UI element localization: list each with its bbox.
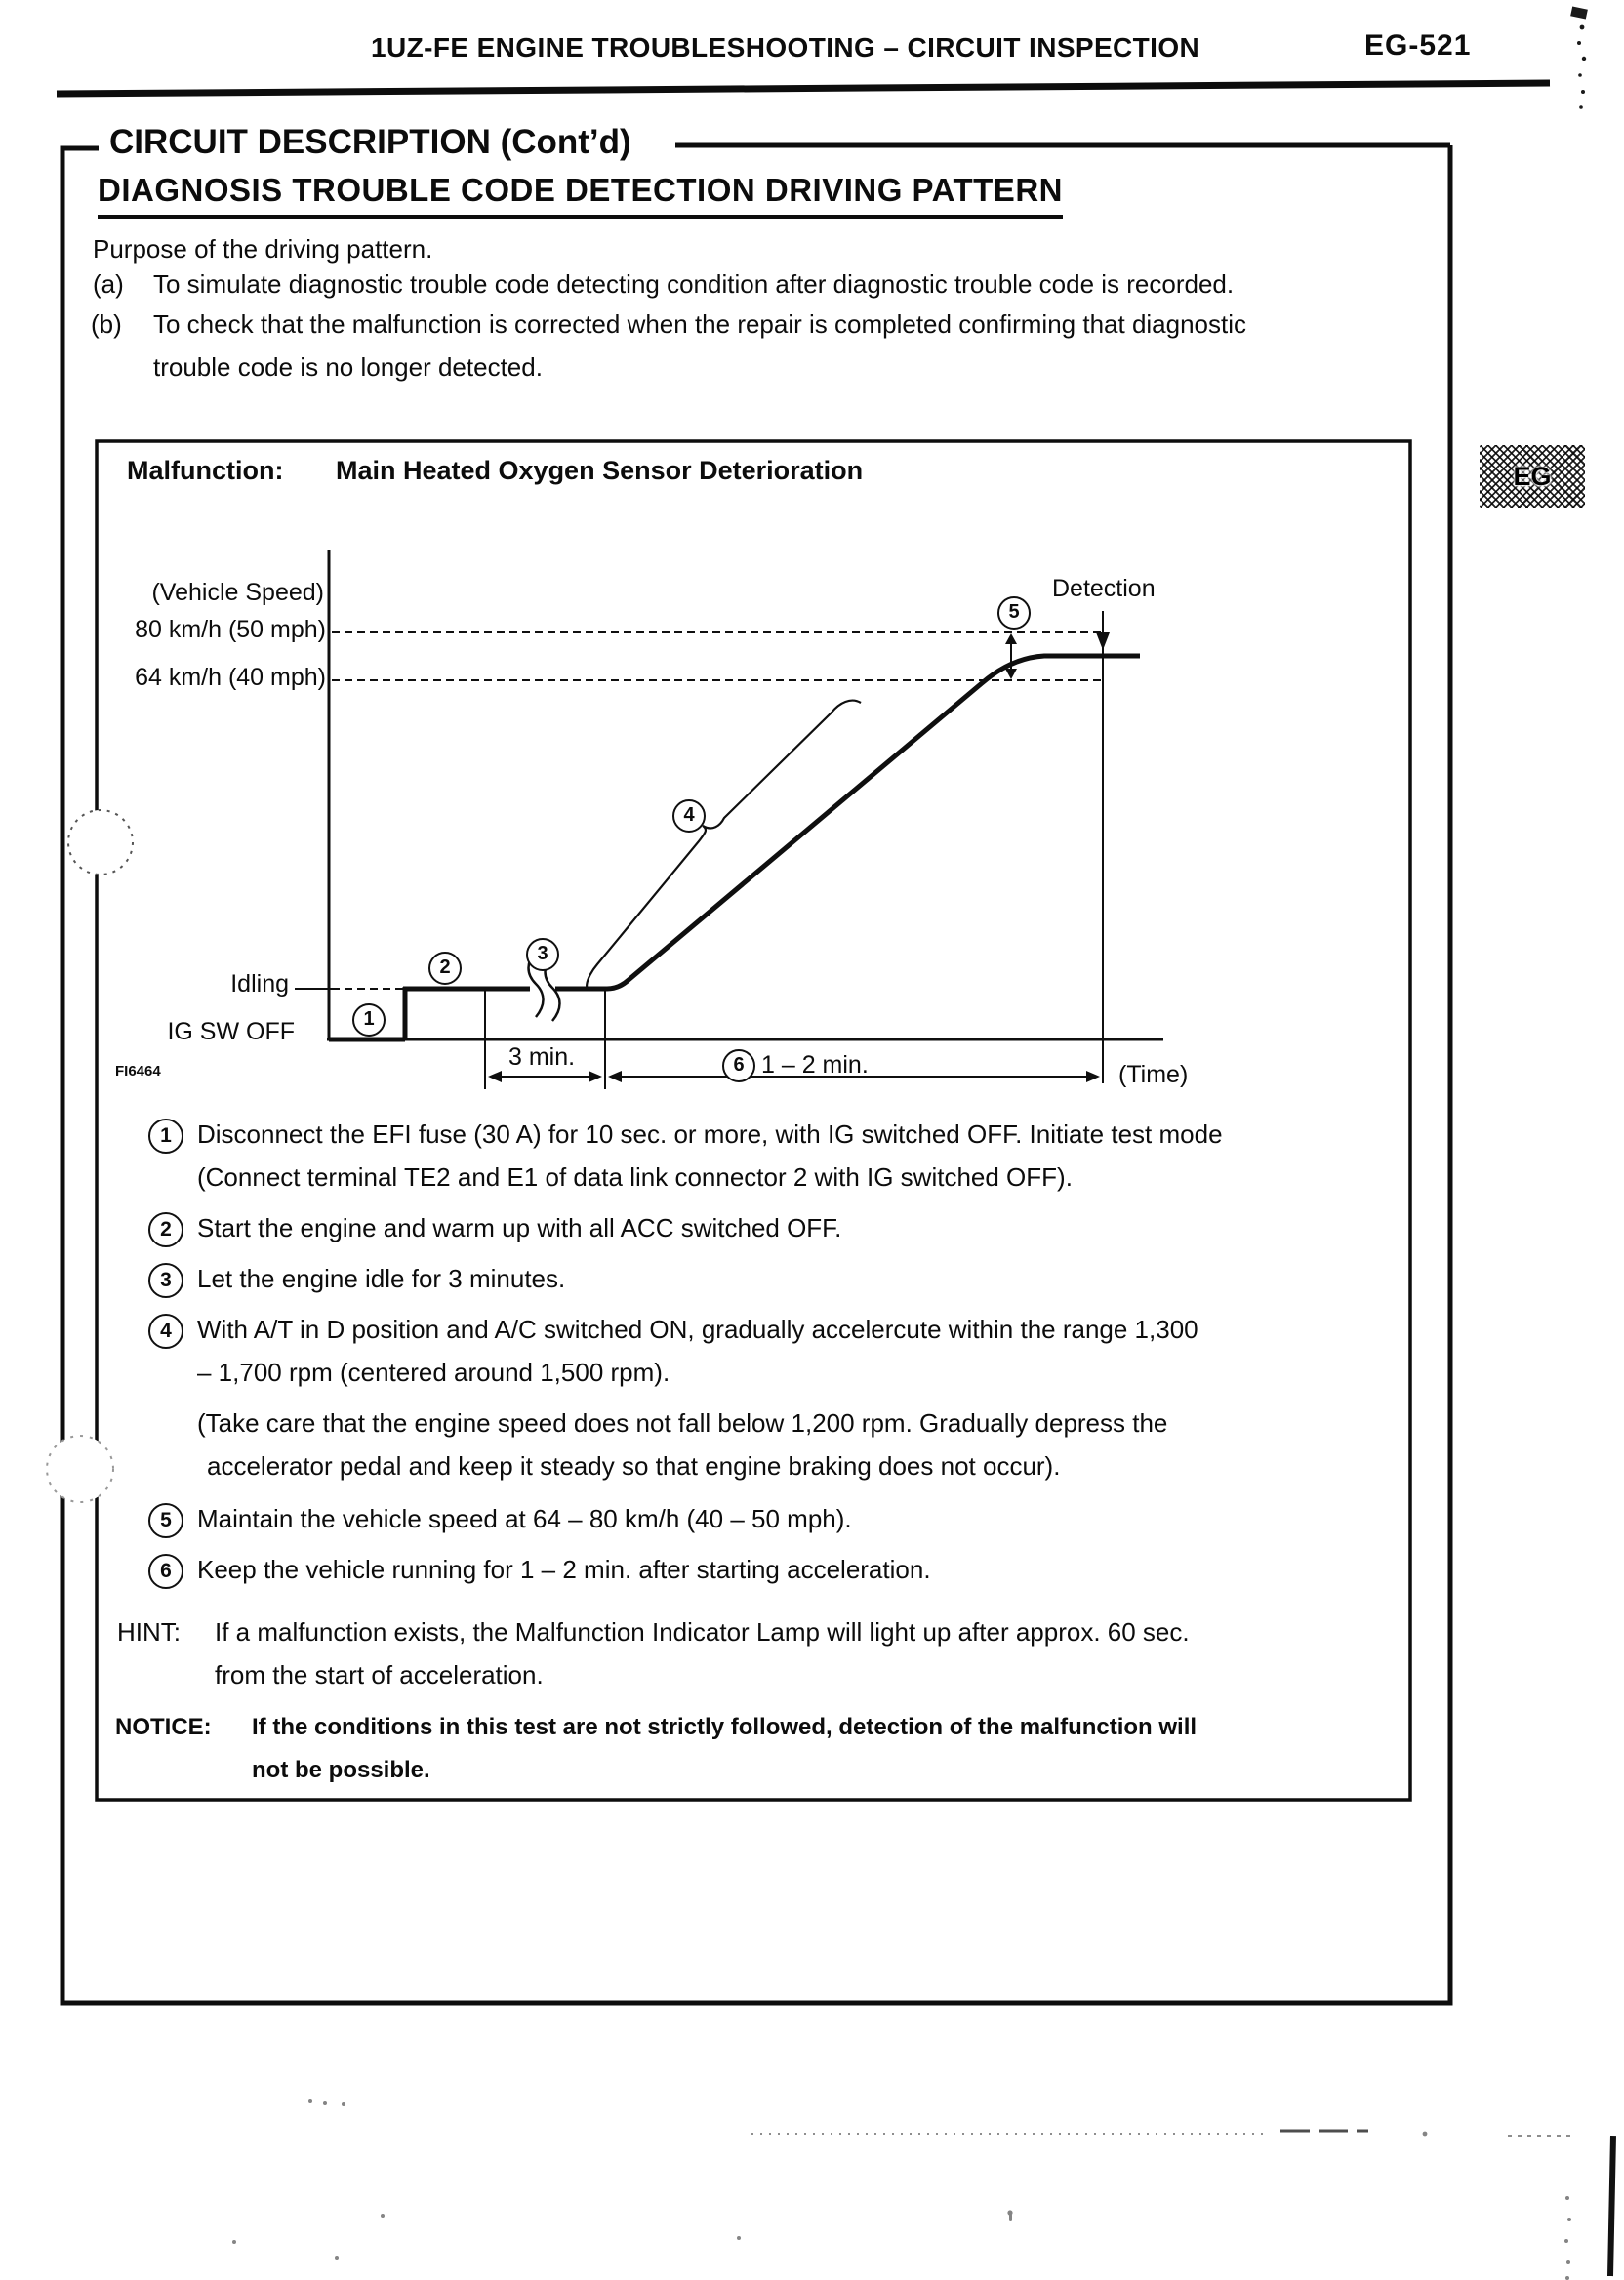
speed-band-arrow-up [1005, 633, 1017, 644]
malfunction-label: Malfunction: [127, 456, 284, 485]
hint-line2: from the start of acceleration. [215, 1660, 544, 1690]
malfunction-value: Main Heated Oxygen Sensor Deterioration [336, 456, 864, 485]
idle-duration-label: 3 min. [508, 1043, 576, 1071]
detection-arrow [1096, 632, 1110, 650]
purpose-a-text: To simulate diagnostic trouble code detecting condition after diagnostic trouble code is recorded. [153, 269, 1235, 299]
scan-noise-bottom [232, 2099, 1613, 2280]
trace-break-gap [530, 978, 555, 999]
step-3-number: 3 [148, 1263, 183, 1298]
section-tab-eg [1480, 445, 1585, 508]
step-4-line1: With A/T in D position and A/C switched ON, gradually accelercute within the range 1,300 [197, 1315, 1198, 1344]
step-6-line1: Keep the vehicle running for 1 – 2 min. after starting acceleration. [197, 1555, 931, 1584]
dim-3min-arrow-right [589, 1071, 602, 1082]
idling-label: Idling [230, 970, 289, 998]
graph-callout-1: 1 [352, 1003, 386, 1037]
purpose-b-label: (b) [91, 309, 122, 339]
notice-label: NOTICE: [115, 1714, 212, 1740]
speed-upper-label: 80 km/h (50 mph) [135, 616, 326, 643]
graph-callout-4: 4 [672, 799, 706, 833]
step-5-line1: Maintain the vehicle speed at 64 – 80 km/h (40 – 50 mph). [197, 1504, 852, 1533]
step-6-number: 6 [148, 1554, 183, 1589]
run-duration-label: 1 – 2 min. [761, 1051, 869, 1079]
page-heading: DIAGNOSIS TROUBLE CODE DETECTION DRIVING PATTERN [98, 172, 1063, 219]
hint-line1: If a malfunction exists, the Malfunction Indicator Lamp will light up after approx. 60 sec. [215, 1617, 1190, 1647]
notice-line2: not be possible. [252, 1757, 430, 1783]
step-4-note-line2: accelerator pedal and keep it steady so that engine braking does not occur). [207, 1451, 1061, 1481]
graph-callout-3: 3 [526, 938, 559, 971]
section-tab-label: EG [1513, 461, 1552, 491]
step-4-number: 4 [148, 1314, 183, 1349]
step-1-line2: (Connect terminal TE2 and E1 of data link connector 2 with IG switched OFF). [197, 1162, 1073, 1192]
section-title: CIRCUIT DESCRIPTION (Cont’d) [109, 123, 631, 161]
purpose-b-line1: To check that the malfunction is corrected when the repair is completed confirming that diagnostic [153, 309, 1247, 339]
step-2-line1: Start the engine and warm up with all ACC switched OFF. [197, 1213, 842, 1242]
step-4-line2: – 1,700 rpm (centered around 1,500 rpm). [197, 1358, 670, 1387]
step-3-line1: Let the engine idle for 3 minutes. [197, 1264, 566, 1293]
notice-line1: If the conditions in this test are not strictly followed, detection of the malfunction will [252, 1714, 1198, 1740]
punch-hole-artifact-1 [68, 810, 133, 875]
step-2-number: 2 [148, 1212, 183, 1247]
punch-hole-artifact-2 [47, 1436, 113, 1502]
step-1-number: 1 [148, 1119, 183, 1154]
graph-callout-5: 5 [997, 596, 1031, 630]
header-title: 1UZ-FE ENGINE TROUBLESHOOTING – CIRCUIT INSPECTION [371, 32, 1200, 62]
scan-artifact-staple [1570, 6, 1588, 108]
graph-callout-2: 2 [428, 952, 462, 985]
dim-12min-arrow-right [1086, 1071, 1100, 1082]
accel-bracket [587, 701, 861, 990]
step-1-line1: Disconnect the EFI fuse (30 A) for 10 sec. or more, with IG switched OFF. Initiate test mode [197, 1120, 1223, 1149]
time-axis-label: (Time) [1118, 1061, 1189, 1088]
ig-sw-off-label: IG SW OFF [167, 1018, 295, 1045]
purpose-intro: Purpose of the driving pattern. [93, 234, 433, 264]
header-rule [57, 83, 1550, 94]
driving-pattern-graph [295, 550, 1163, 1089]
step-5-number: 5 [148, 1503, 183, 1538]
step-4-note-line1: (Take care that the engine speed does not fall below 1,200 rpm. Gradually depress the [197, 1408, 1168, 1438]
purpose-a-label: (a) [93, 269, 124, 299]
dim-12min-arrow-left [608, 1071, 622, 1082]
y-axis-label: (Vehicle Speed) [151, 579, 324, 606]
figure-id: FI6464 [115, 1063, 161, 1079]
dim-3min-arrow-left [488, 1071, 502, 1082]
detection-label: Detection [1052, 575, 1156, 602]
hint-label: HINT: [117, 1617, 181, 1647]
purpose-b-line2: trouble code is no longer detected. [153, 352, 543, 382]
speed-band-arrow-down [1005, 669, 1017, 679]
graph-callout-6: 6 [722, 1049, 755, 1082]
page-number: EG-521 [1364, 29, 1472, 61]
speed-lower-label: 64 km/h (40 mph) [135, 664, 326, 691]
